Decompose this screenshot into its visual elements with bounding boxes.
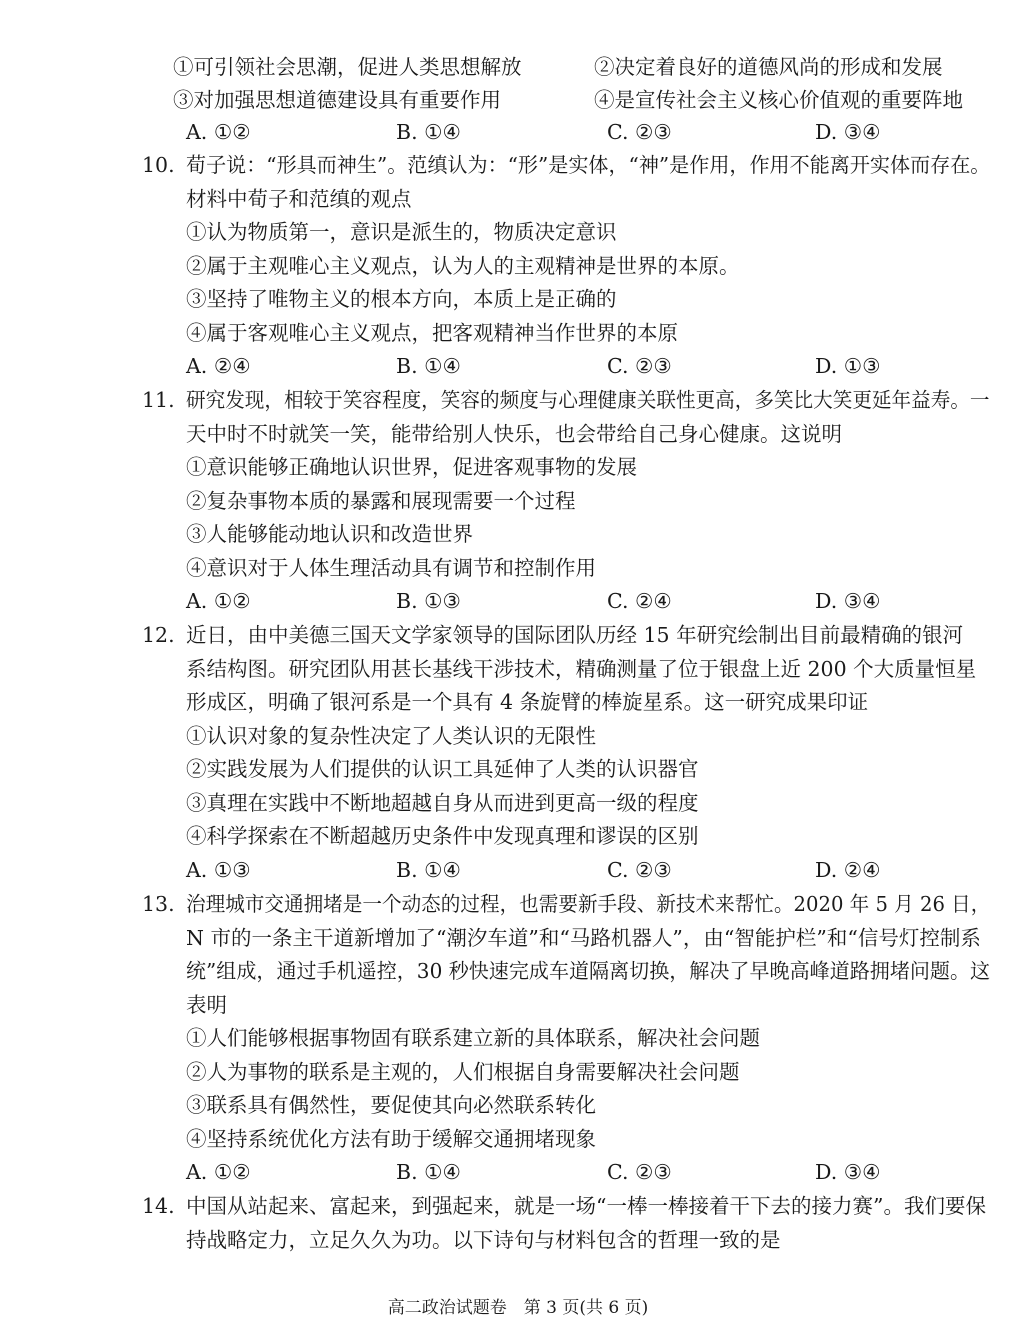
q10-option-c: C. ②③	[607, 354, 672, 378]
q12-options	[0, 856, 1036, 884]
q13-options	[0, 1158, 1036, 1186]
q10-statement-2: ②属于主观唯心主义观点，认为人的主观精神是世界的本原。	[186, 254, 740, 278]
q13-statement-1: ①人们能够根据事物固有联系建立新的具体联系，解决社会问题	[186, 1026, 760, 1050]
q11-option-d: D. ③④	[815, 589, 881, 613]
q9-statement-1: ①可引领社会思潮，促进人类思想解放	[173, 55, 522, 79]
q12-statement-4: ④科学探索在不断超越历史条件中发现真理和谬误的区别	[186, 824, 699, 848]
q10-option-a: A. ②④	[186, 354, 251, 378]
q10-statement-1: ①认为物质第一，意识是派生的，物质决定意识	[186, 220, 617, 244]
q10-option-b: B. ①④	[396, 354, 461, 378]
q13-statement-3: ③联系具有偶然性，要促使其向必然联系转化	[186, 1093, 596, 1117]
q9-statement-3: ③对加强思想道德建设具有重要作用	[173, 88, 501, 112]
q10-number: 10.	[142, 153, 175, 177]
q12-option-c: C. ②③	[607, 858, 672, 882]
q14-number: 14.	[142, 1194, 175, 1218]
q11-statement-4: ④意识对于人体生理活动具有调节和控制作用	[186, 556, 596, 580]
page-footer: 高二政治试题卷 第 3 页(共 6 页)	[387, 1298, 649, 1318]
q12-statement-1: ①认识对象的复杂性决定了人类认识的无限性	[186, 724, 596, 748]
q13-option-d: D. ③④	[815, 1160, 881, 1184]
q14-stem-line-2: 持战略定力，立足久久为功。以下诗句与材料包含的哲理一致的是	[186, 1228, 781, 1252]
q10-stem-line-2: 材料中荀子和范缜的观点	[186, 187, 412, 211]
q12-option-d: D. ②④	[815, 858, 881, 882]
q13-option-b: B. ①④	[396, 1160, 461, 1184]
q12-stem-line-1: 近日，由中美德三国天文学家领导的国际团队历经 15 年研究绘制出目前最精确的银河	[186, 623, 964, 647]
q9-option-c: C. ②③	[607, 120, 672, 144]
q9-option-d: D. ③④	[815, 120, 881, 144]
q13-option-a: A. ①②	[186, 1160, 251, 1184]
q12-option-b: B. ①④	[396, 858, 461, 882]
q13-stem-line-2: N 市的一条主干道新增加了“潮汐车道”和“马路机器人”，由“智能护栏”和“信号灯控制系	[186, 926, 981, 950]
q13-stem-line-3: 统”组成，通过手机遥控，30 秒快速完成车道隔离切换，解决了早晚高峰道路拥堵问题。这	[186, 959, 991, 983]
q10-options	[0, 352, 1036, 380]
q12-stem-line-3: 形成区，明确了银河系是一个具有 4 条旋臂的棒旋星系。这一研究成果印证	[186, 690, 869, 714]
q11-option-b: B. ①③	[396, 589, 461, 613]
q14-stem-line-1: 中国从站起来、富起来，到强起来，就是一场“一棒一棒接着干下去的接力赛”。我们要保	[186, 1194, 986, 1218]
q12-statement-3: ③真理在实践中不断地超越自身从而进到更高一级的程度	[186, 791, 699, 815]
q11-statement-1: ①意识能够正确地认识世界，促进客观事物的发展	[186, 455, 637, 479]
q13-option-c: C. ②③	[607, 1160, 672, 1184]
q13-stem-line-1: 治理城市交通拥堵是一个动态的过程，也需要新手段、新技术来帮忙。2020 年 5 月 26 日，	[186, 892, 991, 916]
q10-statement-3: ③坚持了唯物主义的根本方向，本质上是正确的	[186, 287, 617, 311]
q13-statement-2: ②人为事物的联系是主观的，人们根据自身需要解决社会问题	[186, 1060, 740, 1084]
q11-number: 11.	[142, 388, 175, 412]
q13-stem-line-4: 表明	[186, 993, 227, 1017]
q12-option-a: A. ①③	[186, 858, 251, 882]
q11-statement-2: ②复杂事物本质的暴露和展现需要一个过程	[186, 489, 576, 513]
q11-options	[0, 587, 1036, 615]
q12-number: 12.	[142, 623, 175, 647]
q9-options	[0, 118, 1036, 146]
q11-option-c: C. ②④	[607, 589, 672, 613]
q9-statement-4: ④是宣传社会主义核心价值观的重要阵地	[594, 88, 963, 112]
q12-stem-line-2: 系结构图。研究团队用甚长基线干涉技术，精确测量了位于银盘上近 200 个大质量恒星	[186, 657, 977, 681]
q11-stem-line-2: 天中时不时就笑一笑，能带给别人快乐，也会带给自己身心健康。这说明	[186, 422, 842, 446]
q9-option-b: B. ①④	[396, 120, 461, 144]
q10-statement-4: ④属于客观唯心主义观点，把客观精神当作世界的本原	[186, 321, 678, 345]
q13-statement-4: ④坚持系统优化方法有助于缓解交通拥堵现象	[186, 1127, 596, 1151]
q13-number: 13.	[142, 892, 175, 916]
q11-statement-3: ③人能够能动地认识和改造世界	[186, 522, 473, 546]
q9-option-a: A. ①②	[186, 120, 251, 144]
q10-stem-line-1: 荀子说：“形具而神生”。范缜认为：“形”是实体，“神”是作用，作用不能离开实体而存在。	[186, 153, 991, 177]
q12-statement-2: ②实践发展为人们提供的认识工具延伸了人类的认识器官	[186, 757, 699, 781]
q10-option-d: D. ①③	[815, 354, 881, 378]
q11-option-a: A. ①②	[186, 589, 251, 613]
q11-stem-line-1: 研究发现，相较于笑容程度，笑容的频度与心理健康关联性更高，多笑比大笑更延年益寿。一	[186, 388, 990, 412]
q9-statement-2: ②决定着良好的道德风尚的形成和发展	[594, 55, 943, 79]
